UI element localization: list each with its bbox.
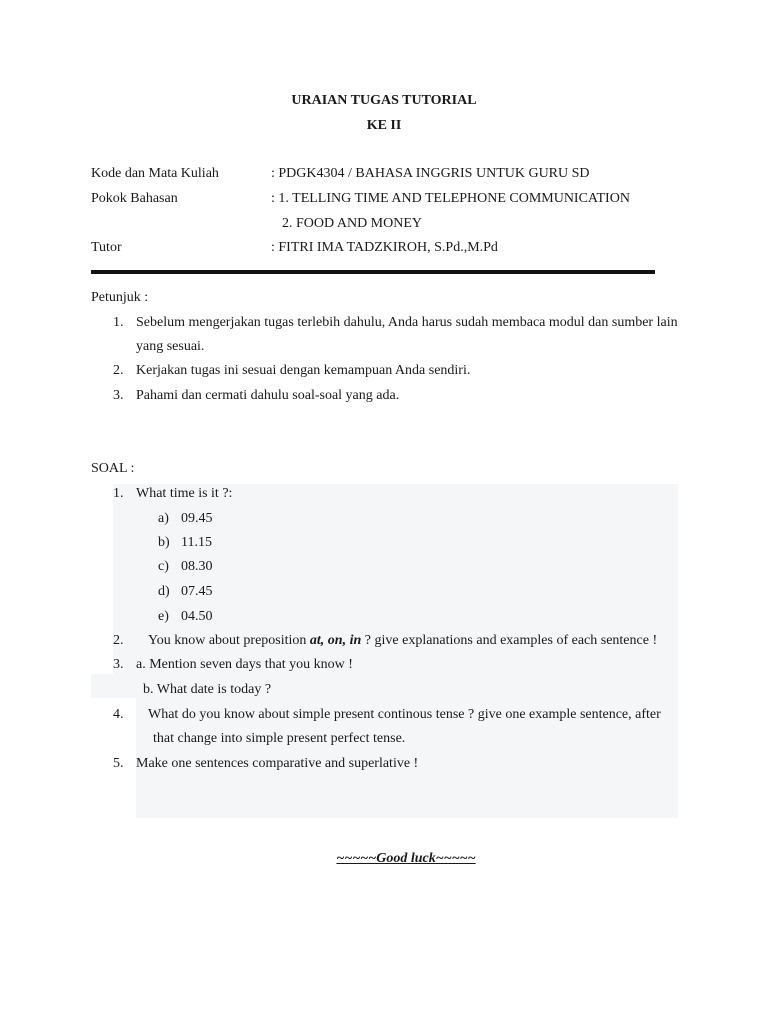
petunjuk-item-1-num: 1. [113,315,124,330]
option-b-value: 11.15 [181,535,212,550]
option-d-value: 07.45 [181,584,213,599]
option-e-letter: e) [158,609,169,624]
pokok-value-1: : 1. TELLING TIME AND TELEPHONE COMMUNICATION [271,191,630,206]
tutor-value: : FITRI IMA TADZKIROH, S.Pd.,M.Pd [271,240,498,255]
petunjuk-label: Petunjuk : [91,290,149,305]
question-4-num: 4. [113,707,124,722]
question-3-num: 3. [113,657,124,672]
question-3-a: a. Mention seven days that you know ! [136,657,353,672]
soal-label: SOAL : [91,461,135,476]
petunjuk-item-1-line1: Sebelum mengerjakan tugas terlebih dahulu, Anda harus sudah membaca modul dan sumber lain [136,315,678,330]
petunjuk-item-1-line2: yang sesuai. [136,339,205,354]
option-c-letter: c) [158,559,169,574]
question-1-text: What time is it ?: [136,486,233,501]
option-e-value: 04.50 [181,609,213,624]
option-a-letter: a) [158,511,169,526]
question-4-line1: What do you know about simple present continous tense ? give one example sentence, after [148,707,661,722]
document-subtitle: KE II [366,118,402,133]
question-3-b: b. What date is today ? [143,682,272,697]
header-divider [91,270,655,274]
option-a-value: 09.45 [181,511,213,526]
question-1-num: 1. [113,486,124,501]
petunjuk-item-3-line1: Pahami dan cermati dahulu soal-soal yang ada. [136,388,400,403]
question-2-text [148,633,657,649]
good-luck-text: ~~~~~Good luck~~~~~ [336,851,476,866]
question-5-text: Make one sentences comparative and superlative ! [136,756,419,771]
petunjuk-item-2-num: 2. [113,363,124,378]
kode-label: Kode dan Mata Kuliah [91,166,219,181]
question-2-emphasis: at, on, in [309,633,362,648]
petunjuk-item-3-num: 3. [113,388,124,403]
option-c-value: 08.30 [181,559,213,574]
tutor-label: Tutor [91,240,122,255]
option-b-letter: b) [158,535,170,550]
question-4-line2: that change into simple present perfect tense. [153,731,406,746]
petunjuk-item-2-line1: Kerjakan tugas ini sesuai dengan kemampuan Anda sendiri. [136,363,471,378]
pokok-value-2: 2. FOOD AND MONEY [282,216,423,231]
question-2-pre: You know about preposition [148,633,310,648]
question-5-num: 5. [113,756,124,771]
kode-value: : PDGK4304 / BAHASA INGGRIS UNTUK GURU SD [271,166,590,181]
pokok-label: Pokok Bahasan [91,191,178,206]
question-2-post: ? give explanations and examples of each sentence ! [361,633,658,648]
question-2-num: 2. [113,633,124,648]
document-title: URAIAN TUGAS TUTORIAL [291,93,477,108]
option-d-letter: d) [158,584,170,599]
